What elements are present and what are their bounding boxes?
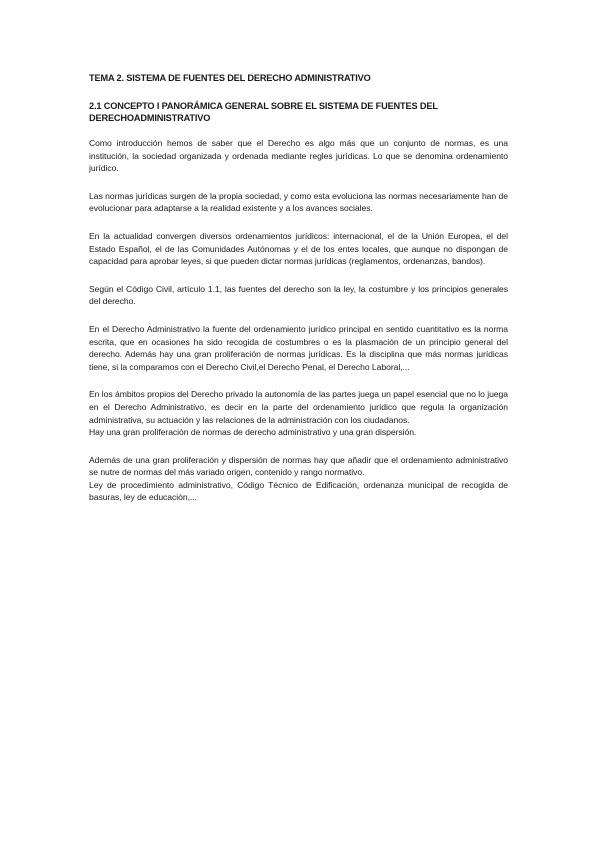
document-title: TEMA 2. SISTEMA DE FUENTES DEL DERECHO ADMINISTRATIVO — [89, 73, 371, 83]
paragraph-derecho-administrativo: En el Derecho Administrativo la fuente del ordenamiento jurídico principal en sentido cuantitativo es la norma escrita, que en ocasiones ha sido recogida de costumbres o es la plasmación de un principio general del derecho. Además hay una gran proliferación de normas jurídicas. Es la disciplina que más normas jurídicas tiene, si la comparamos con el Derecho Civil,el Derecho Penal, el Derecho Laboral,... — [89, 323, 508, 372]
paragraph-introduccion: Como introducción hemos de saber que el Derecho es algo más que un conjunto de normas, es una institución, la sociedad organizada y ordenada mediante regles jurídicas. Lo que se denomina ordenamiento jurídico. — [89, 138, 508, 174]
document-content — [89, 72, 508, 519]
paragraph-ordenamientos: En la actualidad convergen diversos ordenamientos jurídicos: internacional, el de la Unión Europea, el del Estado Español, el de las Comunidades Autónomas y el de los entes locales, que aunque no dispongan de capacidad para aprobar leyes, si que pueden dictar normas jurídicas (reglamentos, ordenanzas, bandos). — [89, 230, 508, 267]
paragraph-derecho-privado: En los ámbitos propios del Derecho privado la autonomía de las partes juega un papel esencial que no lo juega en el Derecho Administrativo, es decir en la parte del ordenamiento jurídico que regula la organización administrativa, su actuación y las relaciones de la administración con los ciudadanos. — [89, 389, 508, 425]
paragraph-ejemplos: Ley de procedimiento administrativo, Código Técnico de Edificación, ordenanza municipal de recogida de basuras, ley de educación,... — [89, 479, 508, 503]
section-title: 2.1 CONCEPTO I PANORÁMICA GENERAL SOBRE EL SISTEMA DE FUENTES DEL DERECHOADMINISTRATIVO — [89, 101, 438, 123]
paragraph-codigo-civil: Según el Código Civil, artículo 1.1, las fuentes del derecho son la ley, la costumbre y los principios generales del derecho. — [89, 283, 508, 307]
paragraph-dispersion: Además de una gran proliferación y dispersión de normas hay que añadir que el ordenamiento administrativo se nutre de normas del más variado origen, contenido y rango normativo. — [89, 454, 508, 478]
paragraph-proliferacion: Hay una gran proliferación de normas de derecho administrativo y una gran dispersión. — [89, 427, 417, 438]
paragraph-normas-sociedad: Las normas jurídicas surgen de la propia sociedad, y como esta evoluciona las normas necesariamente han de evolucionar para adaptarse a la realidad existente y a los avances sociales. — [89, 190, 508, 214]
